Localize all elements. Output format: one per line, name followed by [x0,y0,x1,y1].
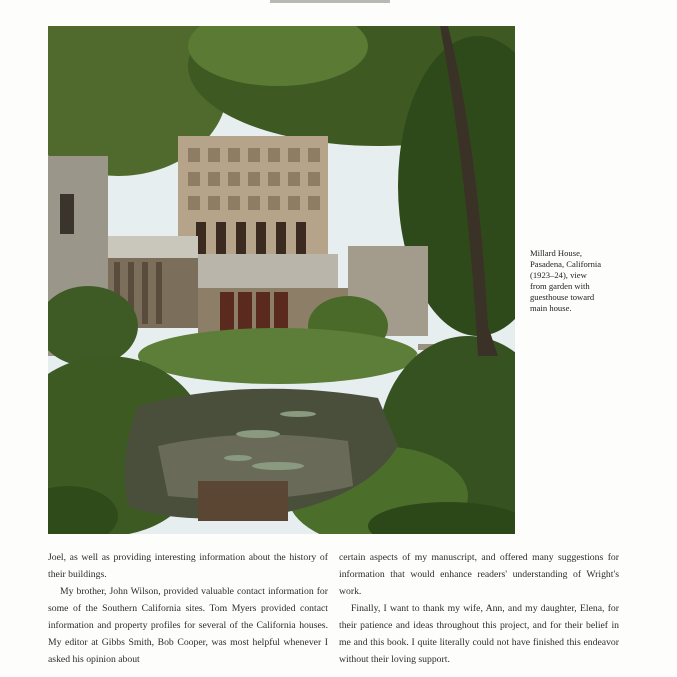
previous-line-fragment [270,0,390,3]
paragraph: certain aspects of my manuscript, and offered many suggestions for information that would enhance readers' understanding of Wright's work. [339,552,619,597]
caption-line: main house. [530,303,572,313]
caption-line: Pasadena, California [530,259,602,269]
caption-line: (1923–24), view [530,270,587,280]
caption-line: from garden with [530,281,590,291]
paragraph: Joel, as well as providing interesting information about the history of their buildings. [48,552,328,580]
paragraph: My brother, John Wilson, provided valuable contact information for some of the Southern California sites. Tom Myers provided contact information and property profiles for several of the California houses. My editor at Gibbs Smith, Bob Cooper, was most helpful whenever I asked his opinion about [48,586,328,665]
body-column-left [48,549,328,668]
paragraph: Finally, I want to thank my wife, Ann, and my daughter, Elena, for their patience and ideas throughout this project, and for their belief in me and this book. I quite literally could not have finished this endeavor without their loving support. [339,603,619,665]
photo-illustration [48,26,515,534]
caption-line: guesthouse toward [530,292,595,302]
figure-caption [530,248,630,314]
body-column-right [339,549,619,668]
caption-line: Millard House, [530,248,583,258]
millard-house-photo [48,26,515,534]
